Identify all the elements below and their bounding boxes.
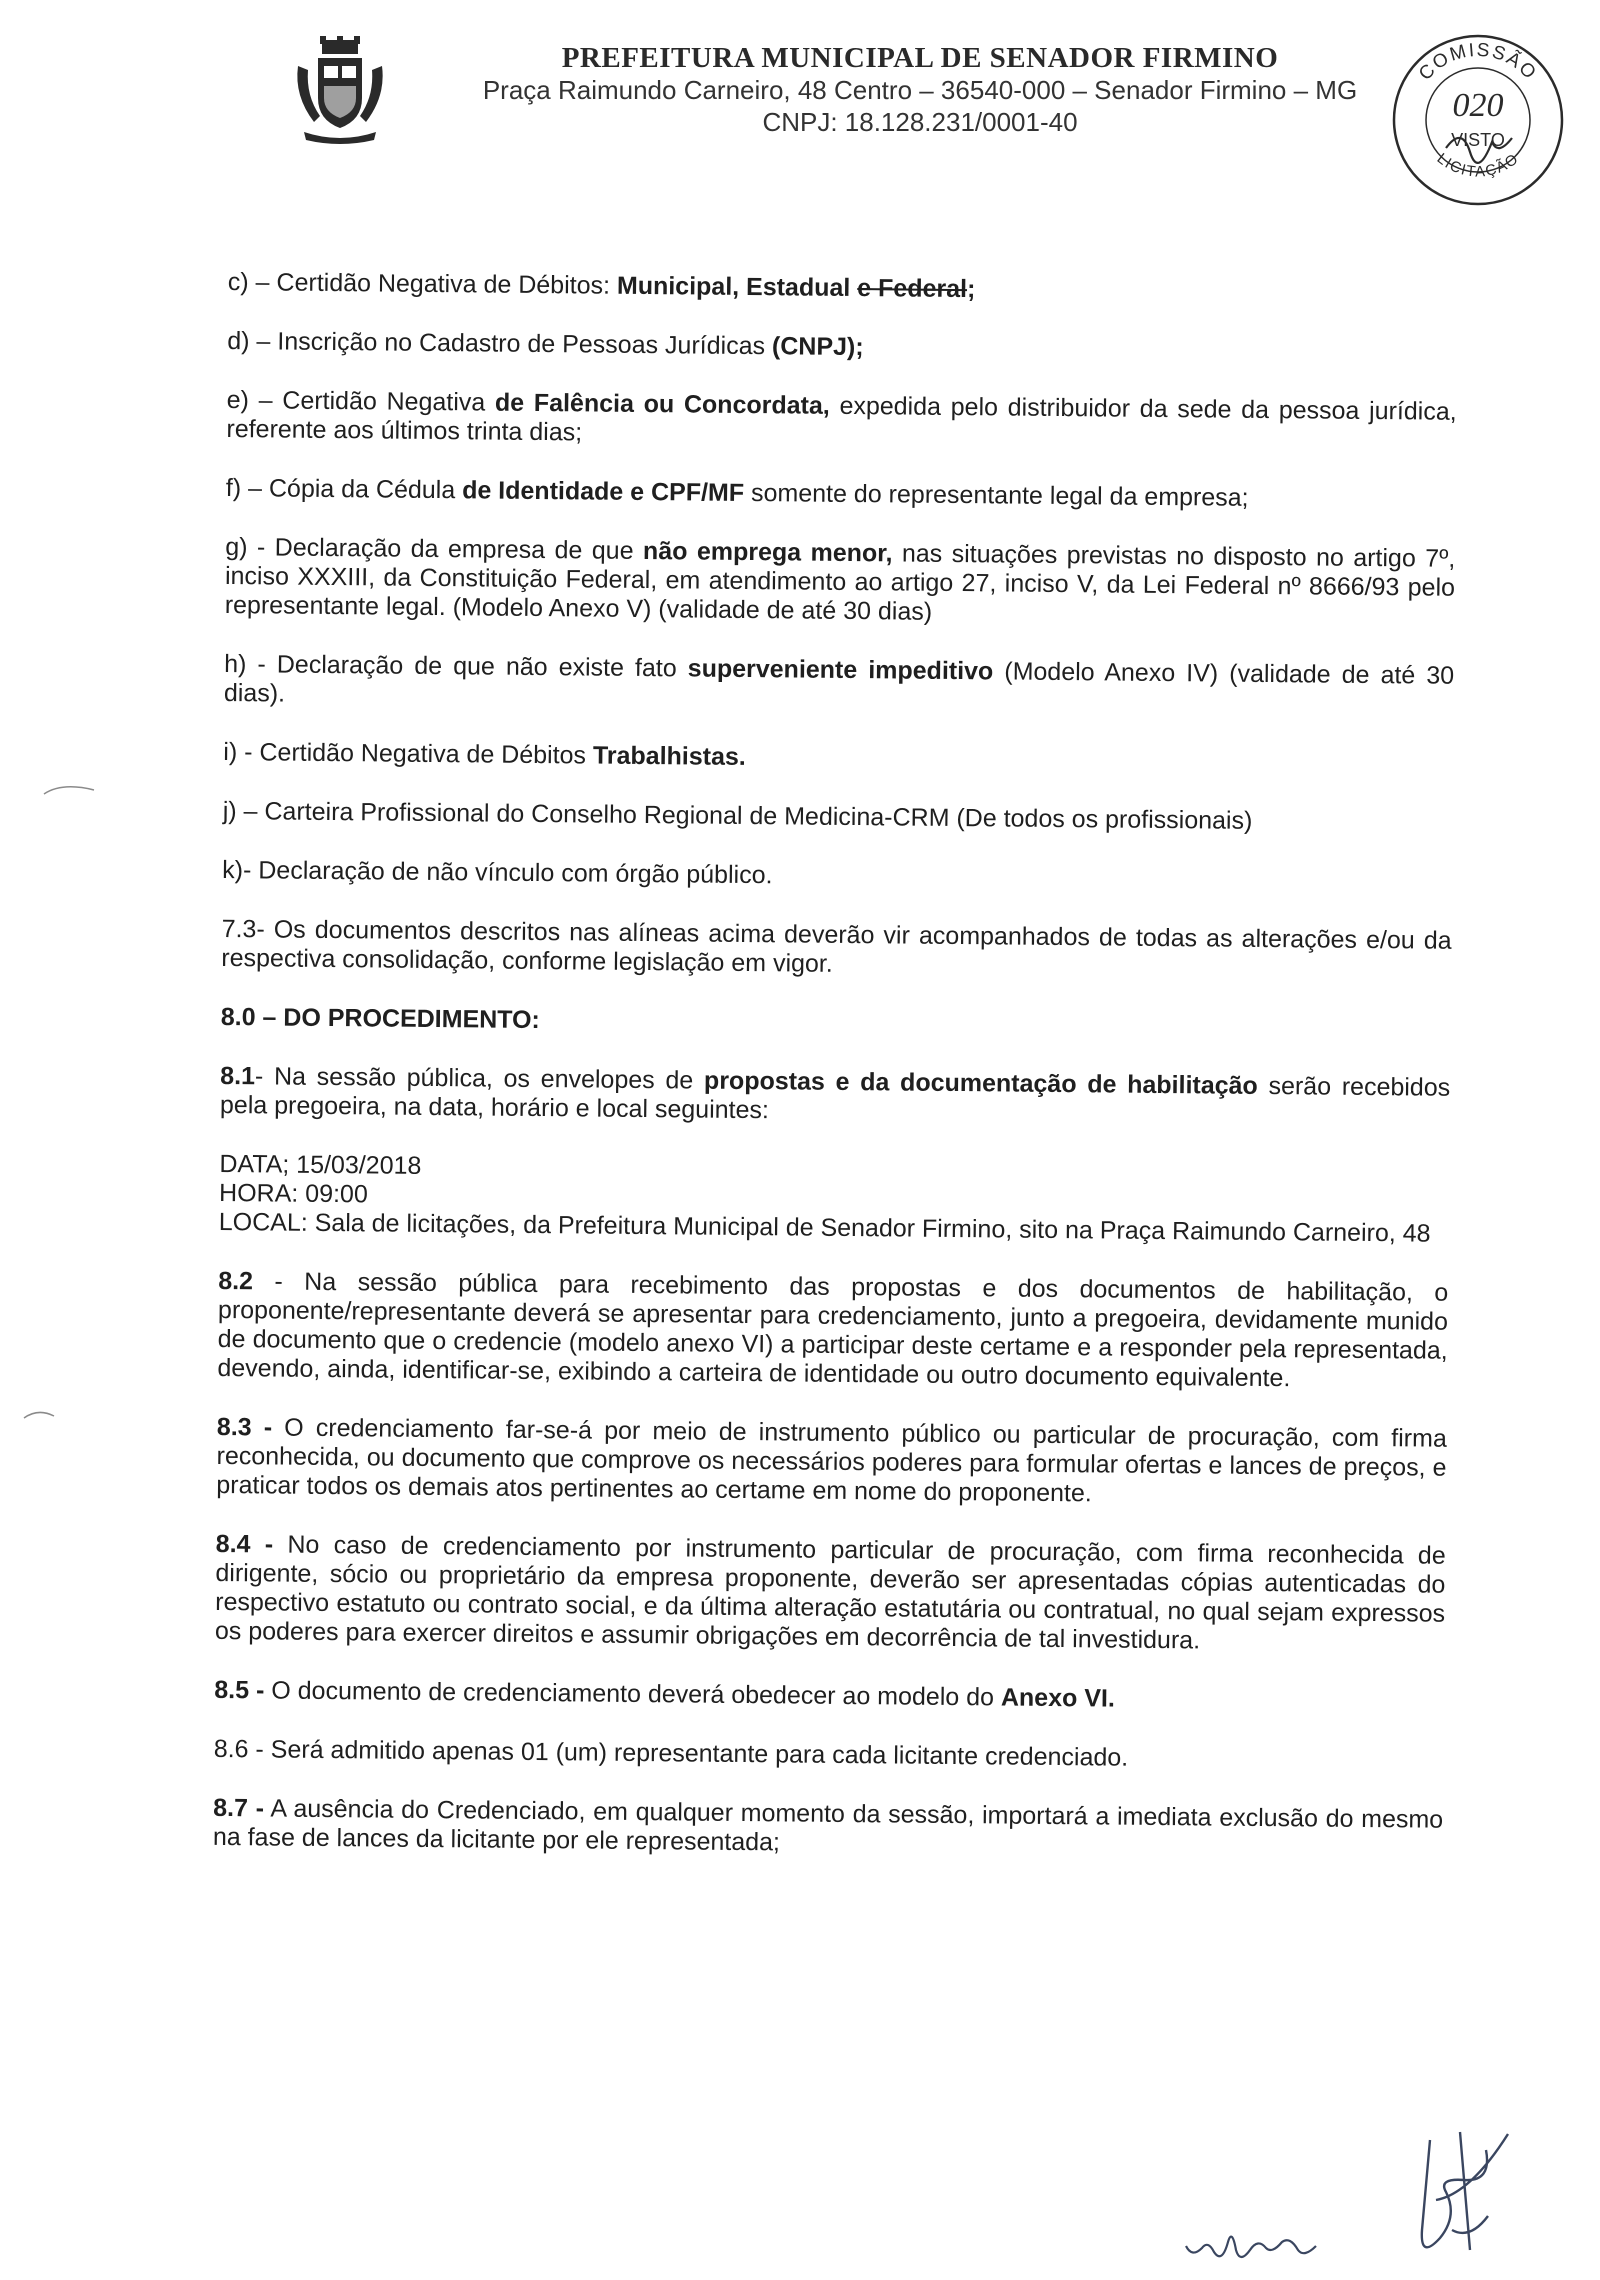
commission-stamp-icon [1388,30,1568,210]
municipal-coat-of-arms-icon [292,36,388,146]
item-g-bold: não emprega menor, [642,536,893,568]
item-h-rest: (Modelo Anexo IV) (validade de até 30 dias). [223,657,1455,708]
paragraph-8-6: 8.6 - Será admitido apenas 01 (um) representante para cada licitante credenciado. [213,1734,1129,1772]
paragraph-8-5-bold: Anexo VI. [1000,1683,1115,1713]
paragraph-8-7-text: A ausência do Credenciado, em qualquer momento da sessão, importará a imediata exclusão do mesmo na fase de lances da licitante por ele representada; [212,1794,1444,1857]
paragraph-8-5-number: 8.5 - [214,1675,265,1705]
session-date: DATA; 15/03/2018 [219,1149,422,1180]
paragraph-8-3 [216,1413,1447,1512]
margin-mark-icon [40,780,100,800]
paragraph-7-3: 7.3- Os documentos descritos nas alíneas acima deverão vir acompanhados de todas as alterações e/ou da respectiva consolidação, conforme legislação em vigor. [221,914,1452,978]
stamp-bottom-text: LICITAÇÃO [1433,149,1523,181]
item-f-bold: de Identidade e CPF/MF [462,476,745,507]
paragraph-8-2 [217,1267,1448,1395]
item-g-text: g) - Declaração da empresa de que [225,532,644,565]
paragraph-8-7-number: 8.7 - [213,1793,265,1823]
svg-text:COMISSÃO [1415,40,1541,85]
item-j-text: j) – Carteira Profissional do Conselho Regional de Medicina-CRM (De todos os profissionais) [222,796,1253,835]
item-c-bold: Municipal, Estadual [616,271,858,303]
paragraph-8-1 [220,1062,1451,1132]
item-e [226,386,1457,456]
paragraph-8-2-text: - Na sessão pública para recebimento das propostas e dos documentos de habilitação, o proponente/representante deverá se apresentar para credenciamento, junto a pregoeira, devidamente munido de documento que o credencie (modelo anexo VI) a participar deste certame e a responder pela representada, devendo, ainda, identificar-se, exibindo a carteira de identidade ou outro documento equivalente. [217,1267,1449,1393]
item-i-bold: Trabalhistas. [592,741,746,771]
session-time: HORA: 09:00 [218,1178,368,1209]
paragraph-8-4 [215,1530,1446,1658]
item-d-text: d) – Inscrição no Cadastro de Pessoas Jurídicas [227,326,773,361]
document-body [213,268,1458,1864]
stamp-page-number: 020 [1452,87,1504,124]
item-e-bold: de Falência ou Concordata, [494,388,830,420]
item-g [225,533,1456,632]
handwritten-initials-icon [1180,2220,1340,2270]
item-f-text: f) – Cópia da Cédula [225,473,463,505]
paragraph-8-5-text: O documento de credenciamento deverá obedecer ao modelo do [264,1676,1002,1712]
paragraph-8-4-text: No caso de credenciamento por instrumento particular de procuração, com firma reconhecida de dirigente, sócio ou proprietário da empresa proponente, deverão ser apresentadas cópias autenticadas do respectivo estatuto ou contrato social, e da última alteração estatutária ou contratual, no qual sejam expressos os poderes para exercer direitos e assumir obrigações em decorrência de tal investidura. [214,1530,1446,1655]
item-h-text: h) - Declaração de que não existe fato [224,649,688,683]
item-k-text: k)- Declaração de não vínculo com órgão público. [222,855,773,890]
section-8-title-text: 8.0 – DO PROCEDIMENTO: [220,1002,540,1035]
handwritten-signature-icon [1400,2120,1520,2270]
municipality-name: PREFEITURA MUNICIPAL DE SENADOR FIRMINO [561,42,1279,74]
paragraph-8-1-number: 8.1 [220,1061,256,1091]
item-g-rest: nas situações previstas no disposto no artigo 7º, inciso XXXIII, da Constituição Federal, em atendimento ao artigo 27, inciso V, da Lei Federal nº 8666/93 pelo representante legal. (Modelo Anexo V) (validade de até 30 dias) [224,539,1456,626]
paragraph-8-2-number: 8.2 [218,1266,254,1296]
paragraph-8-3-number: 8.3 - [216,1412,273,1442]
svg-text:LICITAÇÃO [1434,150,1523,181]
item-c-end: ; [966,275,976,304]
municipality-cnpj: CNPJ: 18.128.231/0001-40 [762,107,1078,137]
stamp-visto: VISTO [1451,130,1505,150]
item-f-rest: somente do representante legal da empresa; [743,478,1249,512]
item-c-text: c) – Certidão Negativa de Débitos: [227,268,618,300]
letterhead [440,42,1400,138]
paragraph-8-1-rest: serão recebidos pela pregoeira, na data, horário e local seguintes: [219,1071,1451,1125]
municipality-address: Praça Raimundo Carneiro, 48 Centro – 36540-000 – Senador Firmino – MG [482,75,1358,105]
paragraph-8-4-number: 8.4 - [215,1529,274,1559]
stamp-top-text: COMISSÃO [1414,39,1542,85]
item-e-text: e) – Certidão Negativa [226,385,496,417]
paragraph-8-3-text: O credenciamento far-se-á por meio de instrumento público ou particular de procuração, com firma reconhecida, ou documento que comprove os necessários poderes para formular ofertas e lances de preços, e praticar todos os demais atos pertinentes ao certame em nome do proponente. [216,1413,1447,1508]
item-h-bold: superveniente impeditivo [687,654,994,686]
paragraph-8-1-text: - Na sessão pública, os envelopes de [254,1062,705,1095]
paragraph-8-1-bold: propostas e da documentação de habilitação [703,1066,1258,1100]
item-e-rest: expedida pelo distribuidor da sede da pessoa jurídica, referente aos últimos trinta dias; [226,391,1457,447]
session-place: LOCAL: Sala de licitações, da Prefeitura Municipal de Senador Firmino, sito na Praça Raimundo Carneiro, 48 [218,1207,1431,1248]
item-d-bold: (CNPJ); [771,332,864,362]
margin-mark-icon [20,1404,60,1424]
item-i-text: i) - Certidão Negativa de Débitos [223,737,594,770]
item-c-struck: e Federal [857,274,968,304]
paragraph-8-7 [213,1794,1444,1864]
